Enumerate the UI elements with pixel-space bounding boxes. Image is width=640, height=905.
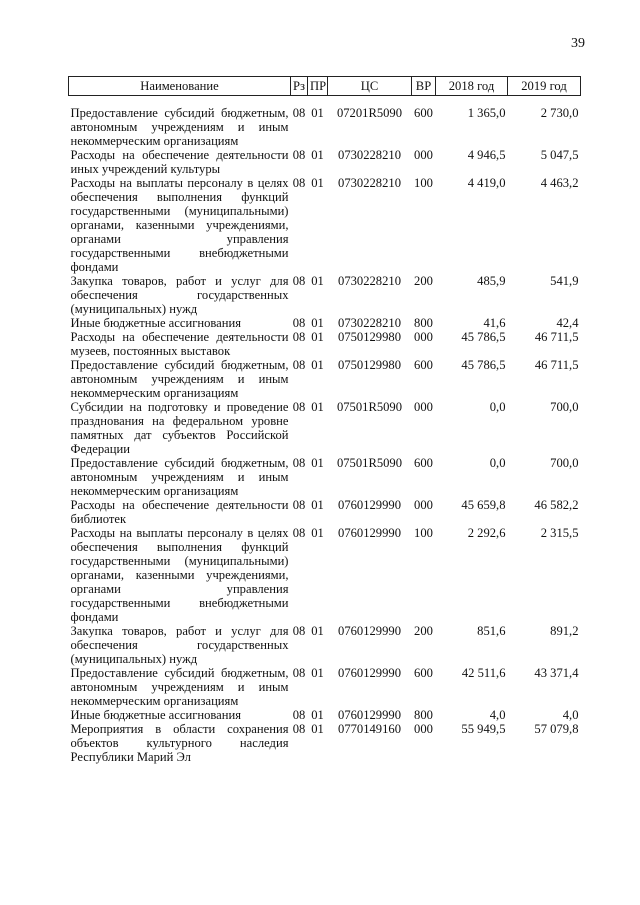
table-row [69, 274, 581, 316]
row-value-2019: 42,4 [556, 316, 579, 330]
header-2018: 2018 год [436, 77, 508, 96]
row-name: Предоставление субсидий бюджетным, автономным учреждениям и иным некоммерческим организациям [70, 106, 289, 148]
row-cs: 0730228210 [338, 148, 401, 162]
row-name: Предоставление субсидий бюджетным, автономным учреждениям и иным некоммерческим организациям [70, 358, 289, 400]
row-rz: 08 [292, 624, 306, 638]
row-value-2019: 57 079,8 [534, 722, 579, 736]
row-name: Расходы на выплаты персоналу в целях обеспечения выполнения функций государственными (муниципальными) органами, казенными учреждениями, органами управления государственными внебюджетными фондами [70, 526, 289, 624]
header-rz: Рз [291, 77, 308, 96]
row-name: Предоставление субсидий бюджетным, автономным учреждениям и иным некоммерческим организациям [70, 666, 289, 708]
row-rz: 08 [292, 176, 306, 190]
row-cs: 0730228210 [338, 176, 401, 190]
row-rz: 08 [292, 316, 306, 330]
row-value-2018: 45 786,5 [461, 330, 506, 344]
header-pr: ПР [308, 77, 328, 96]
row-value-2019: 46 711,5 [534, 358, 579, 372]
row-vr: 200 [414, 624, 433, 638]
row-value-2018: 0,0 [489, 456, 506, 470]
row-rz: 08 [292, 106, 306, 120]
row-vr: 100 [414, 176, 433, 190]
row-value-2019: 700,0 [550, 400, 579, 414]
row-value-2019: 541,9 [550, 274, 579, 288]
row-pr: 01 [311, 456, 324, 470]
row-value-2018: 851,6 [477, 624, 506, 638]
row-cs: 07501R5090 [336, 400, 403, 414]
row-value-2019: 2 315,5 [540, 526, 579, 540]
row-rz: 08 [292, 330, 306, 344]
row-pr: 01 [311, 666, 324, 680]
row-pr: 01 [311, 358, 324, 372]
table-row [69, 400, 581, 456]
row-pr: 01 [311, 498, 324, 512]
row-pr: 01 [311, 722, 324, 736]
header-vr: ВР [412, 77, 436, 96]
table-row [69, 316, 581, 330]
row-name: Закупка товаров, работ и услуг для обеспечения государственных (муниципальных) нужд [70, 274, 289, 316]
row-vr: 600 [414, 456, 433, 470]
row-cs: 0770149160 [338, 722, 401, 736]
row-value-2018: 2 292,6 [467, 526, 506, 540]
table-row [69, 330, 581, 358]
row-value-2018: 4,0 [489, 708, 506, 722]
row-value-2018: 45 659,8 [461, 498, 506, 512]
row-pr: 01 [311, 624, 324, 638]
header-name: Наименование [69, 77, 291, 96]
row-cs: 0730228210 [338, 316, 401, 330]
row-vr: 600 [414, 666, 433, 680]
row-vr: 200 [414, 274, 433, 288]
row-cs: 07201R5090 [336, 106, 403, 120]
row-pr: 01 [311, 708, 324, 722]
row-rz: 08 [292, 722, 306, 736]
row-vr: 800 [414, 708, 433, 722]
row-vr: 000 [414, 722, 433, 736]
row-pr: 01 [311, 106, 324, 120]
row-vr: 000 [414, 148, 433, 162]
row-value-2018: 55 949,5 [461, 722, 506, 736]
row-vr: 600 [414, 358, 433, 372]
row-value-2018: 42 511,6 [461, 666, 506, 680]
row-value-2018: 4 419,0 [467, 176, 506, 190]
row-rz: 08 [292, 526, 306, 540]
table-row [69, 456, 581, 498]
table-row [69, 96, 581, 149]
row-pr: 01 [311, 526, 324, 540]
table-row [69, 176, 581, 274]
page-number: 39 [571, 36, 585, 51]
table-row [69, 358, 581, 400]
row-cs: 07501R5090 [336, 456, 403, 470]
row-cs: 0750129980 [338, 358, 401, 372]
row-name: Закупка товаров, работ и услуг для обеспечения государственных (муниципальных) нужд [70, 624, 289, 666]
row-name: Мероприятия в области сохранения объектов культурного наследия Республики Марий Эл [70, 722, 289, 764]
row-name: Расходы на выплаты персоналу в целях обеспечения выполнения функций государственными (муниципальными) органами, казенными учреждениями, органами управления государственными внебюджетными фондами [70, 176, 289, 274]
row-value-2019: 46 711,5 [534, 330, 579, 344]
row-rz: 08 [292, 666, 306, 680]
table-row [69, 148, 581, 176]
row-value-2018: 45 786,5 [461, 358, 506, 372]
row-cs: 0760129990 [338, 526, 401, 540]
table-row [69, 624, 581, 666]
row-rz: 08 [292, 400, 306, 414]
row-pr: 01 [311, 330, 324, 344]
row-value-2018: 1 365,0 [467, 106, 506, 120]
row-value-2018: 0,0 [489, 400, 506, 414]
row-value-2019: 5 047,5 [540, 148, 579, 162]
row-pr: 01 [311, 316, 324, 330]
row-pr: 01 [311, 148, 324, 162]
table-row [69, 708, 581, 722]
table-row [69, 526, 581, 624]
row-cs: 0750129980 [338, 330, 401, 344]
row-pr: 01 [311, 176, 324, 190]
row-vr: 100 [414, 526, 433, 540]
row-value-2018: 41,6 [483, 316, 506, 330]
row-value-2019: 46 582,2 [534, 498, 579, 512]
row-cs: 0760129990 [338, 708, 401, 722]
table-body [69, 96, 581, 765]
row-name: Расходы на обеспечение деятельности иных учреждений культуры [70, 148, 289, 176]
row-name: Расходы на обеспечение деятельности библиотек [70, 498, 289, 526]
row-name: Иные бюджетные ассигнования [70, 708, 242, 722]
row-cs: 0760129990 [338, 624, 401, 638]
row-cs: 0730228210 [338, 274, 401, 288]
row-value-2019: 700,0 [550, 456, 579, 470]
row-value-2019: 891,2 [550, 624, 579, 638]
table-row [69, 722, 581, 764]
row-cs: 0760129990 [338, 666, 401, 680]
row-value-2018: 485,9 [477, 274, 506, 288]
header-cs: ЦС [328, 77, 412, 96]
row-rz: 08 [292, 274, 306, 288]
table-row [69, 666, 581, 708]
row-pr: 01 [311, 400, 324, 414]
table-row [69, 498, 581, 526]
row-cs: 0760129990 [338, 498, 401, 512]
table-header-row [69, 77, 581, 96]
row-name: Расходы на обеспечение деятельности музеев, постоянных выставок [70, 330, 289, 358]
row-value-2019: 2 730,0 [540, 106, 579, 120]
row-value-2019: 4 463,2 [540, 176, 579, 190]
row-value-2019: 43 371,4 [534, 666, 579, 680]
row-vr: 600 [414, 106, 433, 120]
row-vr: 000 [414, 498, 433, 512]
row-value-2018: 4 946,5 [467, 148, 506, 162]
row-vr: 000 [414, 400, 433, 414]
header-2019: 2019 год [508, 77, 581, 96]
row-name: Иные бюджетные ассигнования [70, 316, 242, 330]
row-vr: 000 [414, 330, 433, 344]
budget-table [68, 76, 581, 764]
row-rz: 08 [292, 456, 306, 470]
row-rz: 08 [292, 498, 306, 512]
row-vr: 800 [414, 316, 433, 330]
row-rz: 08 [292, 708, 306, 722]
row-value-2019: 4,0 [562, 708, 579, 722]
row-rz: 08 [292, 358, 306, 372]
row-name: Субсидии на подготовку и проведение празднования на федеральном уровне памятных дат субъектов Российской Федерации [70, 400, 289, 456]
row-pr: 01 [311, 274, 324, 288]
row-name: Предоставление субсидий бюджетным, автономным учреждениям и иным некоммерческим организациям [70, 456, 289, 498]
row-rz: 08 [292, 148, 306, 162]
